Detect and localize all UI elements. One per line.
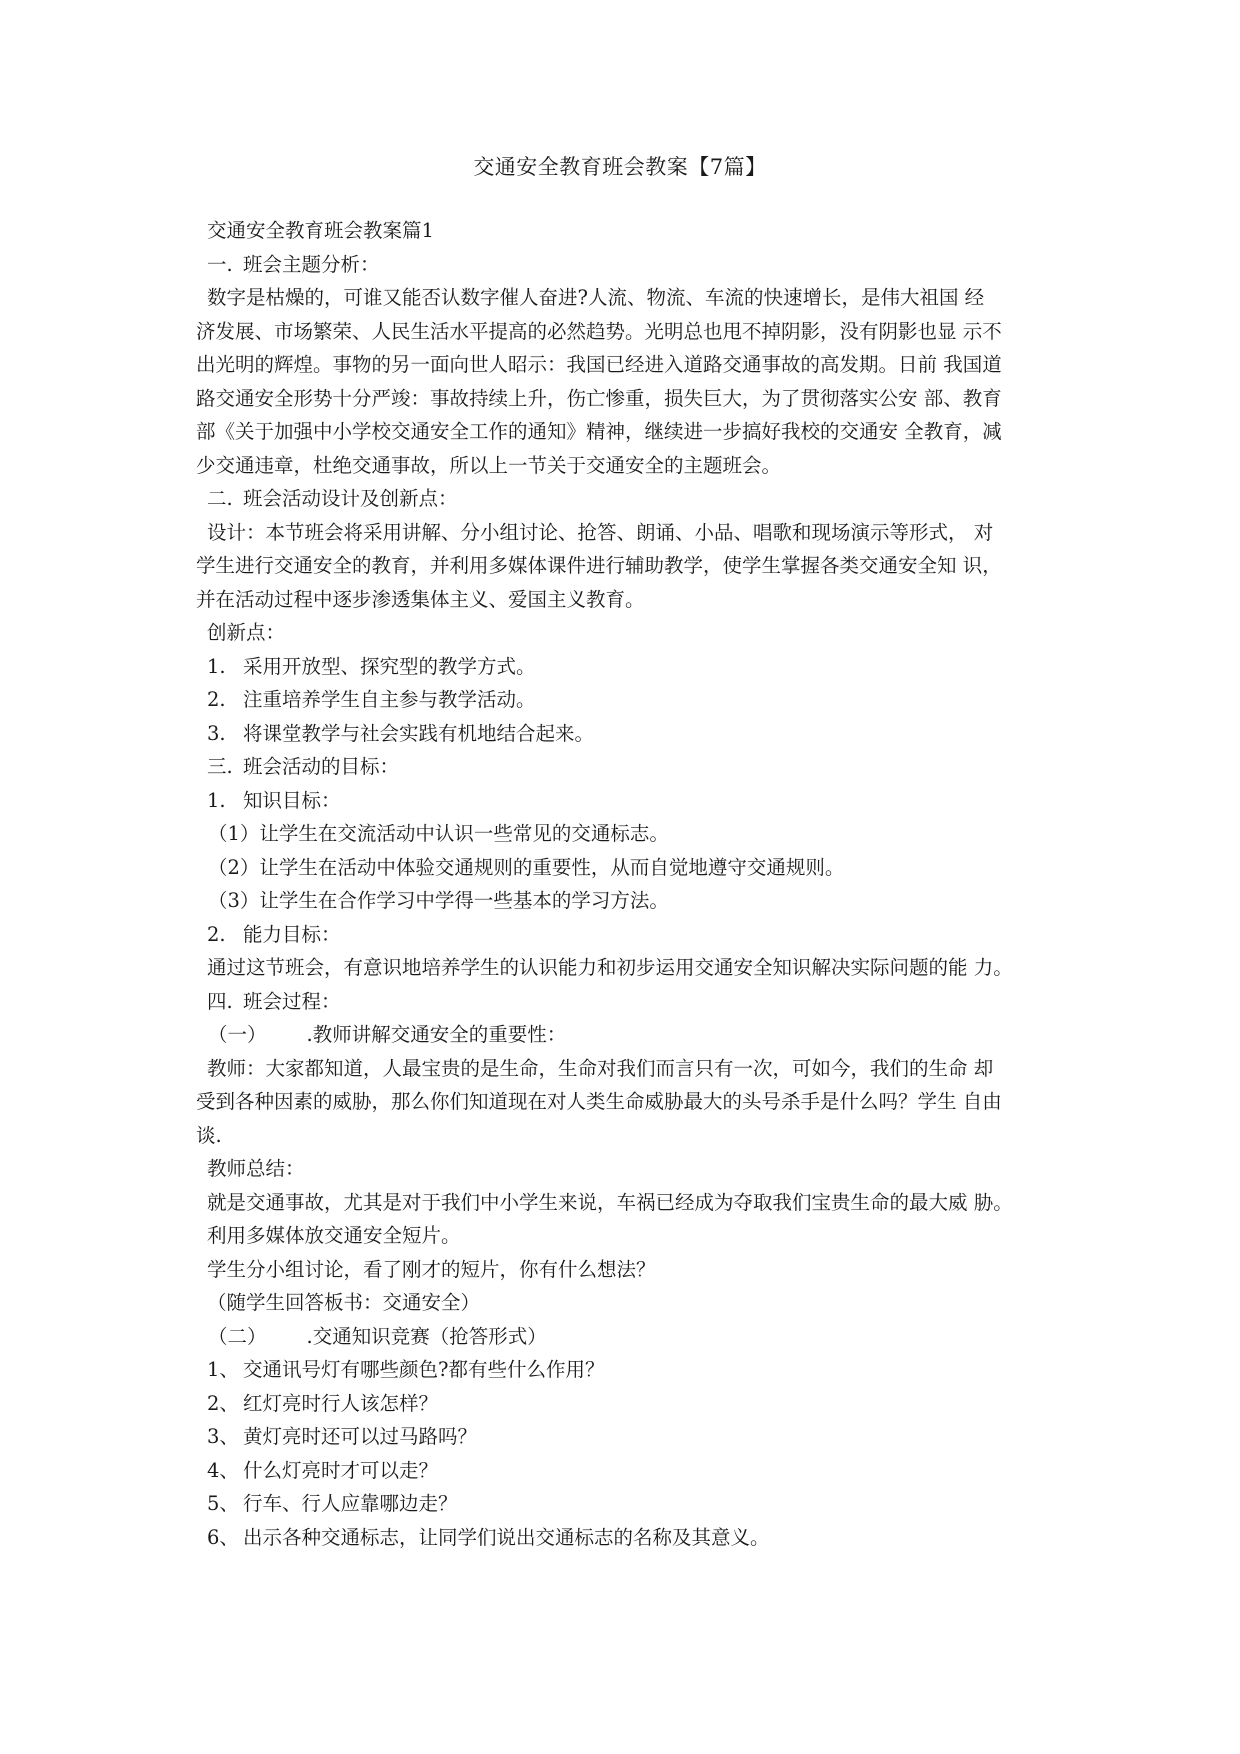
line-text: 黄灯亮时还可以过马路吗？ — [243, 1425, 478, 1448]
list-number: 2、 — [207, 1391, 239, 1415]
line-text: 创新点： — [207, 621, 286, 644]
paragraph-line — [196, 1353, 1076, 1387]
paragraph-line — [196, 1387, 1076, 1421]
line-text: 出示各种交通标志，让同学们说出交通标志的名称及其意义。 — [243, 1525, 770, 1549]
paragraph-line — [196, 583, 1076, 617]
paragraph-line — [196, 549, 1076, 583]
line-text: 就是交通事故，尤其是对于我们中小学生来说，车祸已经成为夺取我们宝贵生命的最大威 胁。 — [207, 1190, 1013, 1214]
paragraph-line — [196, 918, 1076, 952]
line-text: 班会活动设计及创新点： — [243, 487, 458, 510]
paragraph-line — [196, 951, 1076, 985]
line-text: 利用多媒体放交通安全短片。 — [207, 1224, 461, 1247]
document-body — [196, 214, 1076, 1554]
line-text: 出光明的辉煌。事物的另一面向世人昭示：我国已经进入道路交通事故的高发期。日前 我国道 — [196, 353, 1002, 376]
paragraph-line — [196, 1454, 1076, 1488]
list-number: 5、 — [207, 1492, 239, 1515]
paragraph-line — [196, 248, 1076, 282]
paragraph-line — [196, 1152, 1076, 1186]
paragraph-line — [196, 1085, 1076, 1119]
paragraph-line — [196, 415, 1076, 449]
paragraph-line — [196, 1219, 1076, 1253]
line-text: 学生分小组讨论，看了刚才的短片，你有什么想法？ — [207, 1257, 656, 1281]
paragraph-line — [196, 214, 1076, 248]
line-text: 教师总结： — [207, 1157, 305, 1180]
line-text: （3）让学生在合作学习中学得一些基本的学习方法。 — [208, 889, 669, 912]
line-text: 班会主题分析： — [243, 252, 380, 276]
list-number: 1. — [207, 654, 226, 678]
line-text: 班会活动的目标： — [243, 755, 400, 778]
paragraph-line — [196, 985, 1076, 1019]
list-number: 6、 — [207, 1525, 239, 1549]
line-text: 并在活动过程中逐步渗透集体主义、爱国主义教育。 — [196, 587, 645, 611]
list-number: 3、 — [207, 1425, 239, 1448]
line-text: 数字是枯燥的，可谁又能否认数字催人奋进?人流、物流、车流的快速增长，是伟大祖国 经 — [207, 286, 985, 309]
line-text: 路交通安全形势十分严竣：事故持续上升，伤亡惨重，损失巨大，为了贯彻落实公安 部、教育 — [196, 386, 1002, 410]
line-text: 班会过程： — [243, 989, 341, 1013]
line-text: 采用开放型、探究型的教学方式。 — [243, 654, 536, 678]
paragraph-line — [196, 784, 1076, 818]
line-text: 谈. — [196, 1123, 222, 1147]
list-number: 3. — [207, 721, 226, 745]
paragraph-line — [196, 683, 1076, 717]
line-text: 设计：本节班会将采用讲解、分小组讨论、抢答、朗诵、小品、唱歌和现场演示等形式， 对 — [207, 520, 994, 544]
line-text: 交通安全教育班会教案篇1 — [207, 219, 434, 242]
section-label: （二） — [208, 1324, 267, 1348]
line-text: （1）让学生在交流活动中认识一些常见的交通标志。 — [208, 822, 669, 845]
line-text: （2）让学生在活动中体验交通规则的重要性，从而自觉地遵守交通规则。 — [208, 855, 845, 879]
line-text: 注重培养学生自主参与教学活动。 — [243, 688, 536, 711]
line-text: 行车、行人应靠哪边走？ — [243, 1492, 458, 1515]
paragraph-line — [196, 884, 1076, 918]
list-number: 1、 — [207, 1358, 239, 1381]
document-title: 交通安全教育班会教案【7篇】 — [473, 155, 767, 179]
line-text: .教师讲解交通安全的重要性： — [306, 1023, 567, 1046]
paragraph-line — [196, 616, 1076, 650]
paragraph-line — [196, 1521, 1076, 1555]
paragraph-line — [196, 281, 1076, 315]
paragraph-line — [196, 1186, 1076, 1220]
paragraph-line — [196, 717, 1076, 751]
list-number: 1. — [207, 788, 226, 812]
line-text: 红灯亮时行人该怎样？ — [243, 1391, 439, 1415]
paragraph-line — [196, 817, 1076, 851]
line-text: 什么灯亮时才可以走？ — [243, 1458, 439, 1482]
paragraph-line — [196, 449, 1076, 483]
paragraph-line — [196, 516, 1076, 550]
paragraph-line — [196, 482, 1076, 516]
paragraph-line — [196, 382, 1076, 416]
section-label: （一） — [208, 1023, 267, 1046]
line-text: 学生进行交通安全的教育，并利用多媒体课件进行辅助教学，使学生掌握各类交通安全知 识， — [196, 554, 1002, 577]
paragraph-line — [196, 1286, 1076, 1320]
list-number: 三. — [207, 755, 233, 778]
paragraph-line — [196, 348, 1076, 382]
paragraph-line — [196, 1420, 1076, 1454]
list-number: 四. — [207, 989, 233, 1013]
paragraph-line — [196, 851, 1076, 885]
paragraph-line — [196, 1253, 1076, 1287]
paragraph-line — [196, 1487, 1076, 1521]
paragraph-line — [196, 1052, 1076, 1086]
paragraph-line — [196, 750, 1076, 784]
line-text: 能力目标： — [243, 922, 341, 946]
line-text: 济发展、市场繁荣、人民生活水平提高的必然趋势。光明总也甩不掉阴影，没有阴影也显 示不 — [196, 319, 1002, 343]
line-text: 少交通违章，杜绝交通事故，所以上一节关于交通安全的主题班会。 — [196, 453, 782, 477]
line-text: 知识目标： — [243, 788, 341, 812]
list-number: 二. — [207, 487, 233, 510]
line-text: 部《关于加强中小学校交通安全工作的通知》精神，继续进一步搞好我校的交通安 全教育，减 — [196, 420, 1002, 443]
line-text: 教师：大家都知道，人最宝贵的是生命，生命对我们而言只有一次，可如今，我们的生命 却 — [207, 1056, 994, 1080]
line-text: 交通讯号灯有哪些颜色?都有些什么作用？ — [243, 1358, 605, 1381]
paragraph-line — [196, 1119, 1076, 1153]
paragraph-line — [196, 1018, 1076, 1052]
list-number: 2. — [207, 688, 226, 711]
list-number: 2. — [207, 922, 226, 946]
paragraph-line — [196, 315, 1076, 349]
line-text: 通过这节班会，有意识地培养学生的认识能力和初步运用交通安全知识解决实际问题的能 力。 — [207, 956, 1013, 979]
list-number: 一. — [207, 252, 233, 276]
paragraph-line — [196, 1320, 1076, 1354]
line-text: 受到各种因素的威胁，那么你们知道现在对人类生命威胁最大的头号杀手是什么吗？学生 自由 — [196, 1090, 1002, 1113]
paragraph-line — [196, 650, 1076, 684]
line-text: .交通知识竞赛（抢答形式） — [306, 1324, 547, 1348]
line-text: 将课堂教学与社会实践有机地结合起来。 — [243, 721, 595, 745]
line-text: （随学生回答板书：交通安全） — [207, 1291, 481, 1314]
list-number: 4、 — [207, 1458, 239, 1482]
